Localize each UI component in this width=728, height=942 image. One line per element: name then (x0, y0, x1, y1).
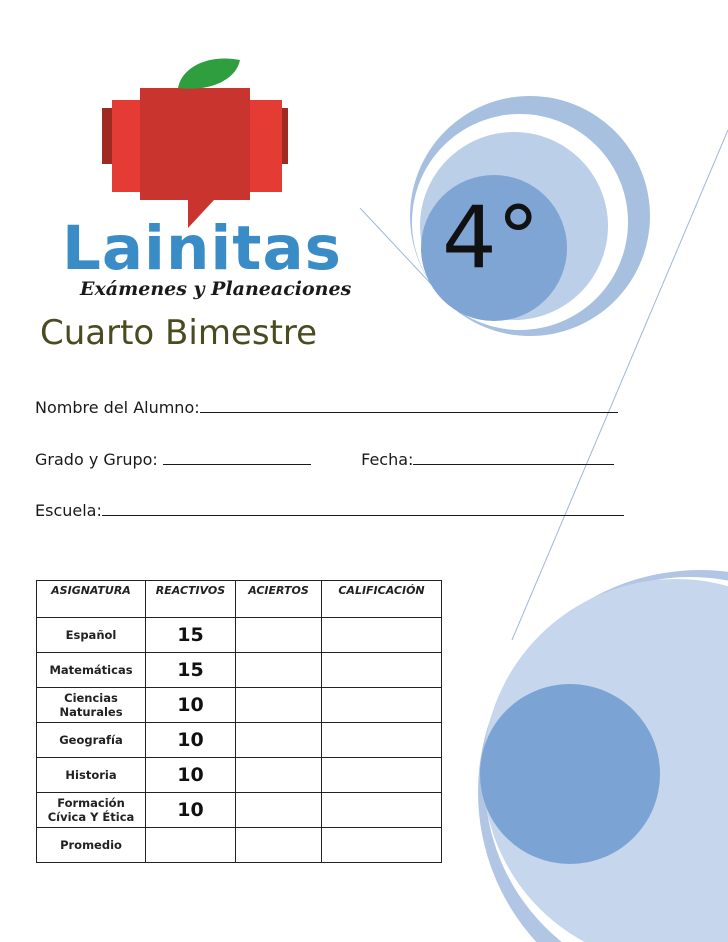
grade-cell[interactable] (322, 618, 442, 653)
items-cell: 10 (146, 723, 236, 758)
grade-badge: 4° (442, 188, 540, 288)
school-field[interactable] (102, 500, 624, 516)
header-grade: CALIFICACIÓN (322, 581, 442, 618)
subject-cell: Matemáticas (37, 653, 146, 688)
correct-cell[interactable] (236, 688, 322, 723)
date-field[interactable] (413, 449, 614, 465)
subject-cell: Formación Cívica Y Ética (37, 793, 146, 828)
grade-cell[interactable] (322, 688, 442, 723)
correct-cell[interactable] (236, 723, 322, 758)
header-correct: ACIERTOS (236, 581, 322, 618)
grade-cell[interactable] (322, 723, 442, 758)
apple-logo-icon (102, 58, 288, 228)
brand-tagline: Exámenes y Planeaciones (80, 278, 352, 300)
correct-cell[interactable] (236, 618, 322, 653)
table-row (37, 653, 442, 688)
subject-cell: Español (37, 618, 146, 653)
table-row (37, 793, 442, 828)
subject-cell: Ciencias Naturales (37, 688, 146, 723)
school-label: Escuela: (35, 501, 102, 520)
correct-cell[interactable] (236, 828, 322, 863)
grades-table (36, 580, 442, 863)
items-cell: 15 (146, 653, 236, 688)
grade-date-row (35, 449, 614, 468)
subject-cell: Geografía (37, 723, 146, 758)
items-cell: 10 (146, 793, 236, 828)
items-cell: 10 (146, 688, 236, 723)
correct-cell[interactable] (236, 653, 322, 688)
student-name-label: Nombre del Alumno: (35, 398, 200, 417)
table-header-row (37, 581, 442, 618)
grade-cell[interactable] (322, 793, 442, 828)
header-subject: ASIGNATURA (37, 581, 146, 618)
school-row (35, 500, 624, 519)
table-row (37, 688, 442, 723)
subject-cell: Historia (37, 758, 146, 793)
leaf-icon (178, 58, 240, 88)
correct-cell[interactable] (236, 793, 322, 828)
grade-cell[interactable] (322, 758, 442, 793)
grade-group-field[interactable] (163, 449, 311, 465)
table-row (37, 758, 442, 793)
items-cell: 15 (146, 618, 236, 653)
table-row (37, 618, 442, 653)
date-label: Fecha: (361, 450, 414, 469)
correct-cell[interactable] (236, 758, 322, 793)
header-items: REACTIVOS (146, 581, 236, 618)
items-cell (146, 828, 236, 863)
student-name-field[interactable] (200, 397, 618, 413)
subject-cell: Promedio (37, 828, 146, 863)
table-row (37, 723, 442, 758)
brand-name: Lainitas (62, 213, 342, 284)
circle-bottom-inner (480, 684, 660, 864)
items-cell: 10 (146, 758, 236, 793)
grade-cell[interactable] (322, 828, 442, 863)
page-subtitle: Cuarto Bimestre (40, 313, 318, 353)
grade-cell[interactable] (322, 653, 442, 688)
grade-group-label: Grado y Grupo: (35, 450, 158, 469)
student-name-row (35, 397, 618, 416)
table-row (37, 828, 442, 863)
